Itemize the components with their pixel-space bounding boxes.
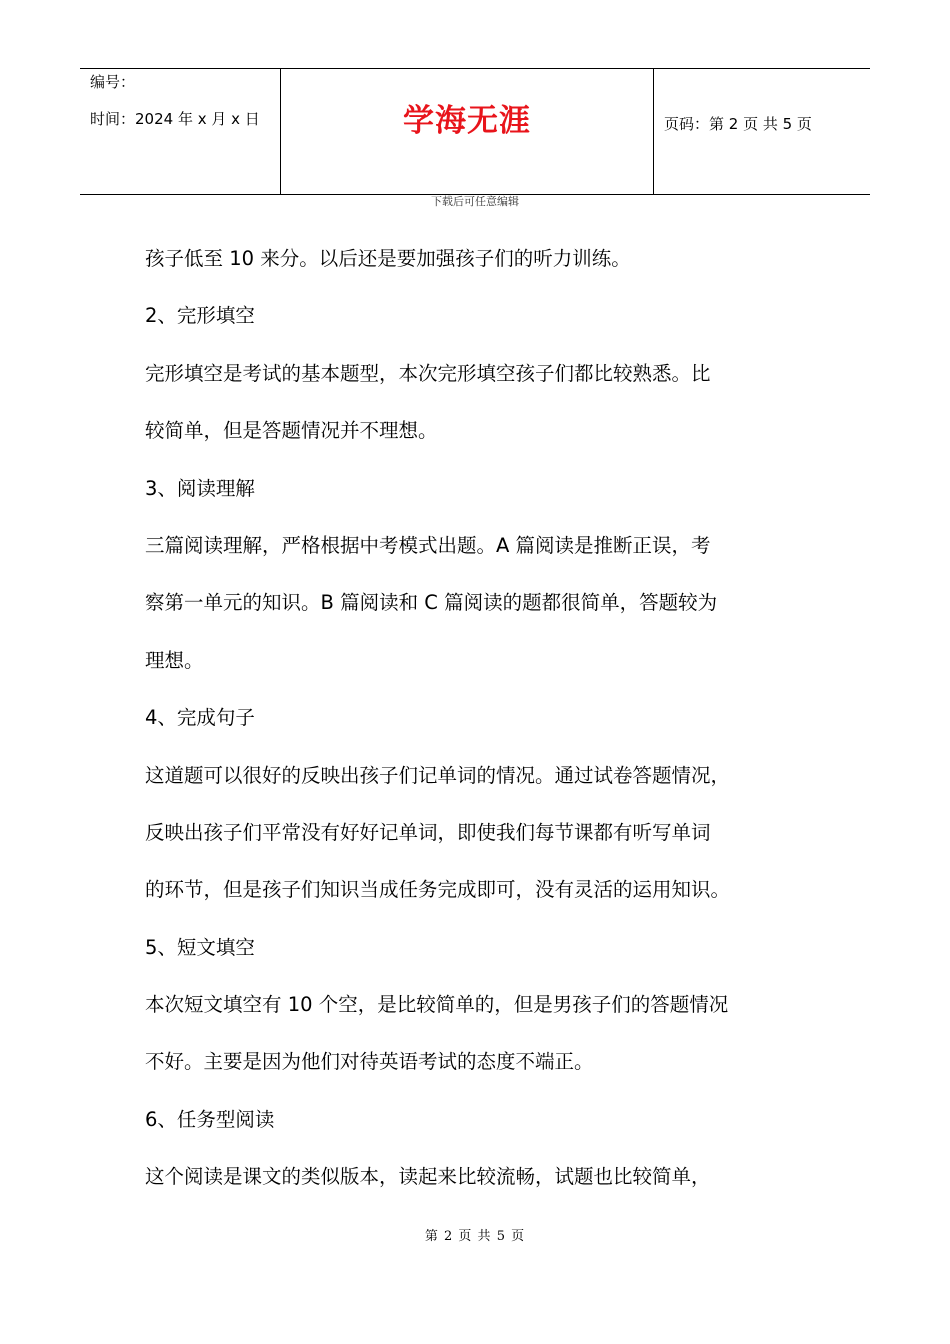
body-line: 这个阅读是课文的类似版本，读起来比较流畅，试题也比较简单，: [145, 1165, 711, 1189]
section-heading: 4、完成句子: [145, 706, 255, 730]
section-heading: 2、完形填空: [145, 304, 255, 328]
section-heading: 5、短文填空: [145, 935, 255, 959]
body-line: 三篇阅读理解，严格根据中考模式出题。A 篇阅读是推断正误，考: [145, 533, 711, 557]
body-line: 察第一单元的知识。B 篇阅读和 C 篇阅读的题都很简单，答题较为: [145, 591, 718, 615]
edit-note: 下载后可任意编辑: [431, 195, 519, 208]
body-line: 这道题可以很好的反映出孩子们记单词的情况。通过试卷答题情况，: [145, 763, 731, 787]
document-header: [80, 68, 870, 195]
page-info-label: 页码：第 2 页 共 5 页: [664, 115, 812, 133]
section-heading: 3、阅读理解: [145, 476, 255, 500]
body-line: 孩子低至 10 来分。以后还是要加强孩子们的听力训练。: [145, 247, 631, 270]
body-line: 不好。主要是因为他们对待英语考试的态度不端正。: [145, 1050, 594, 1074]
document-body: [145, 230, 845, 1206]
body-line: 完形填空是考试的基本题型，本次完形填空孩子们都比较熟悉。比: [145, 361, 711, 385]
brand-title: 学海无涯: [403, 103, 531, 139]
body-line: 反映出孩子们平常没有好好记单词，即使我们每节课都有听写单词: [145, 820, 711, 844]
header-left-cell: [80, 69, 281, 194]
header-center-cell: [281, 69, 654, 194]
body-line: 的环节，但是孩子们知识当成任务完成即可，没有灵活的运用知识。: [145, 878, 731, 902]
body-line: 较简单，但是答题情况并不理想。: [145, 419, 438, 443]
header-right-cell: [654, 69, 870, 194]
section-heading: 6、任务型阅读: [145, 1107, 275, 1131]
serial-number-label: 编号：: [90, 73, 136, 91]
date-label: 时间：2024 年 x 月 x 日: [90, 110, 260, 128]
page-footer: 第 2 页 共 5 页: [424, 1229, 526, 1244]
body-line: 本次短文填空有 10 个空，是比较简单的，但是男孩子们的答题情况: [145, 993, 729, 1017]
body-line: 理想。: [145, 648, 204, 672]
